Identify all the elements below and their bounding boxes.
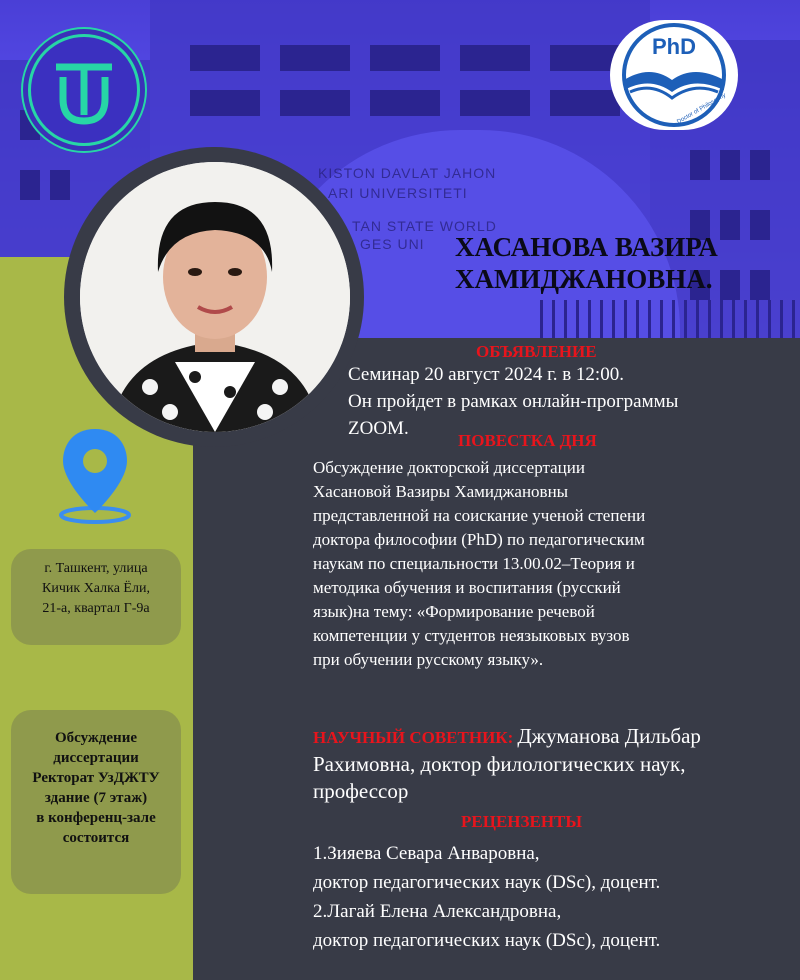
agenda-body <box>313 456 645 672</box>
advisor-label: НАУЧНЫЙ СОВЕТНИК: <box>313 728 514 747</box>
phd-logo <box>610 20 738 130</box>
address-line: г. Ташкент, улица <box>44 561 148 576</box>
reviewer-line: доктор педагогических наук (DSc), доцент. <box>313 930 661 951</box>
discussion-line: Ректорат УзДЖТУ <box>32 770 160 786</box>
agenda-line: компетенции у студентов неязыковых вузов <box>313 626 630 645</box>
reviewer-line: 2.Лагай Елена Александровна, <box>313 901 562 922</box>
discussion-line: состоится <box>62 830 130 846</box>
announcement-line3: ZOOM. <box>348 418 409 439</box>
announcement-heading: ОБЪЯВЛЕНИЕ <box>476 342 597 361</box>
address-card <box>11 549 181 645</box>
reviewer-line: доктор педагогических наук (DSc), доцент. <box>313 872 661 893</box>
address-line: Кичик Халка Ёли, <box>42 581 150 596</box>
portrait-icon <box>80 162 350 432</box>
university-logo-icon <box>31 37 137 143</box>
discussion-line: здание (7 этаж) <box>44 790 148 806</box>
reviewer-line: 1.Зияева Севара Анваровна, <box>313 843 540 864</box>
speaker-photo <box>80 162 350 432</box>
discussion-line: диссертации <box>53 750 139 766</box>
building-sign-line2: ARI UNIVERSITETI <box>328 185 468 201</box>
fence <box>540 300 800 338</box>
speaker-name-line2: ХАМИДЖАНОВНА. <box>455 264 713 294</box>
agenda-heading: ПОВЕСТКА ДНЯ <box>458 431 597 450</box>
discussion-card <box>11 710 181 894</box>
map-pin-icon <box>55 425 135 525</box>
agenda-line: представленной на соискание ученой степени <box>313 506 646 525</box>
phd-ring-text: Doctor of Philosophy <box>676 92 728 126</box>
advisor-name: Джуманова Дильбар <box>517 724 701 748</box>
agenda-line: язык)на тему: «Формирование речевой <box>313 602 595 621</box>
building-sign-line3: TAN STATE WORLD <box>352 218 497 234</box>
agenda-line: наукам по специальности 13.00.02–Теория и <box>313 554 635 573</box>
reviewers-heading: РЕЦЕНЗЕНТЫ <box>461 812 583 831</box>
agenda-line: доктора философии (PhD) по педагогическим <box>313 530 645 549</box>
agenda-line: методика обучения и воспитания (русский <box>313 578 621 597</box>
agenda-line: при обучении русскому языку». <box>313 650 544 669</box>
discussion-line: в конференц-зале <box>36 810 156 826</box>
phd-logo-text: PhD <box>652 34 696 59</box>
building-sign-line1: KISTON DAVLAT JAHON <box>318 165 497 181</box>
advisor-line3: профессор <box>313 779 409 803</box>
agenda-line: Обсуждение докторской диссертации <box>313 458 585 477</box>
advisor-line1 <box>313 724 701 749</box>
agenda-line: Хасановой Вазиры Хамиджановны <box>313 482 569 501</box>
address-line: 21-а, квартал Г-9а <box>42 601 150 616</box>
building-sign-line4: GES UNI <box>360 236 425 252</box>
university-logo <box>28 34 140 146</box>
discussion-line: Обсуждение <box>55 730 137 746</box>
advisor-line2: Рахимовна, доктор филологических наук, <box>313 752 686 776</box>
speaker-name-line1: ХАСАНОВА ВАЗИРА <box>455 232 718 262</box>
announcement-line2: Он пройдет в рамках онлайн-программы <box>348 391 679 412</box>
announcement-line1: Семинар 20 август 2024 г. в 12:00. <box>348 364 624 385</box>
